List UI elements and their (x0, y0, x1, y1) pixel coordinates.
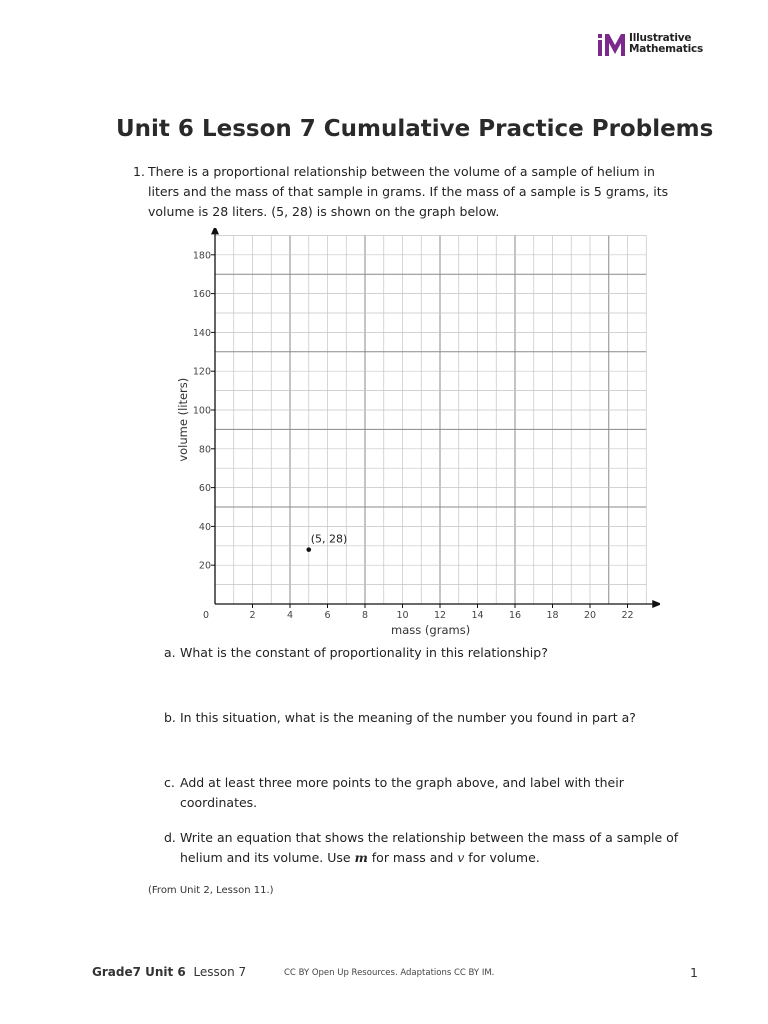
footer-course (92, 965, 246, 979)
problem-number: 1. (133, 164, 145, 179)
y-axis-title: volume (liters) (176, 377, 190, 462)
x-tick-label: 12 (433, 610, 447, 621)
part-letter: b. (164, 710, 176, 725)
data-point (306, 547, 311, 552)
source-note: (From Unit 2, Lesson 11.) (148, 885, 274, 896)
volume-variable: v (457, 850, 465, 865)
x-tick-label: 8 (361, 610, 369, 621)
y-tick-label: 100 (192, 405, 211, 417)
part-text (180, 828, 684, 868)
y-axis-arrow (211, 228, 219, 234)
origin-label: 0 (202, 610, 210, 621)
x-tick-label: 4 (286, 610, 294, 621)
im-logo-icon (598, 34, 626, 56)
page-title: Unit 6 Lesson 7 Cumulative Practice Problems (116, 116, 714, 142)
footer-license: CC BY Open Up Resources. Adaptations CC BY IM. (284, 968, 495, 978)
logo-line-2: Mathematics (629, 43, 704, 55)
y-tick-label: 180 (192, 250, 211, 262)
x-tick-label: 2 (249, 610, 256, 621)
footer-grade: Grade7 Unit 6 (92, 965, 186, 979)
logo-wordmark (629, 33, 703, 55)
y-tick-label: 80 (198, 444, 211, 456)
x-tick-label: 10 (396, 610, 409, 621)
part-text: What is the constant of proportionality in this relationship? (180, 645, 548, 660)
x-axis-arrow (652, 600, 660, 608)
logo-line-1: Illustrative (629, 32, 692, 44)
problem-1 (133, 162, 673, 222)
page-number: 1 (690, 965, 698, 980)
point-label: (5, 28) (310, 532, 348, 546)
problem-text: There is a proportional relationship between the volume of a sample of helium in liters and the mass of that sample in grams. If the mass of a sample is 5 grams, its volume is 28 liters. (5, 28) is shown on the graph below. (148, 164, 669, 219)
part-letter: c. (164, 775, 175, 790)
x-tick-label: 22 (621, 610, 634, 621)
part-letter: d. (164, 830, 176, 845)
y-tick-label: 60 (198, 483, 211, 495)
part-text: In this situation, what is the meaning of the number you found in part a? (180, 710, 636, 725)
y-tick-label: 120 (192, 366, 211, 378)
part-letter: a. (164, 645, 176, 660)
part-text-end: for volume. (464, 850, 540, 865)
part-a (164, 643, 684, 663)
part-text-mid: for mass and (367, 850, 458, 865)
y-tick-label: 40 (198, 521, 211, 533)
y-tick-label: 160 (192, 289, 211, 301)
part-c (164, 773, 684, 813)
y-tick-label: 140 (192, 327, 211, 339)
part-text: Add at least three more points to the graph above, and label with their coordinates. (180, 775, 624, 810)
mass-variable: m (354, 850, 368, 865)
x-tick-label: 14 (471, 610, 484, 621)
x-axis-title: mass (grams) (391, 623, 471, 637)
illustrative-mathematics-logo (598, 32, 708, 58)
x-tick-label: 16 (508, 610, 522, 621)
coordinate-graph (170, 228, 660, 643)
y-tick-label: 20 (198, 560, 211, 572)
footer-lesson: Lesson 7 (193, 965, 247, 979)
part-text-start: Write an equation that shows the relationship between the mass of a sample of helium and its volume. Use (180, 830, 679, 865)
part-b (164, 708, 684, 728)
x-tick-label: 6 (324, 610, 331, 621)
x-tick-label: 20 (583, 610, 597, 621)
x-tick-label: 18 (546, 610, 559, 621)
part-d (164, 828, 684, 868)
